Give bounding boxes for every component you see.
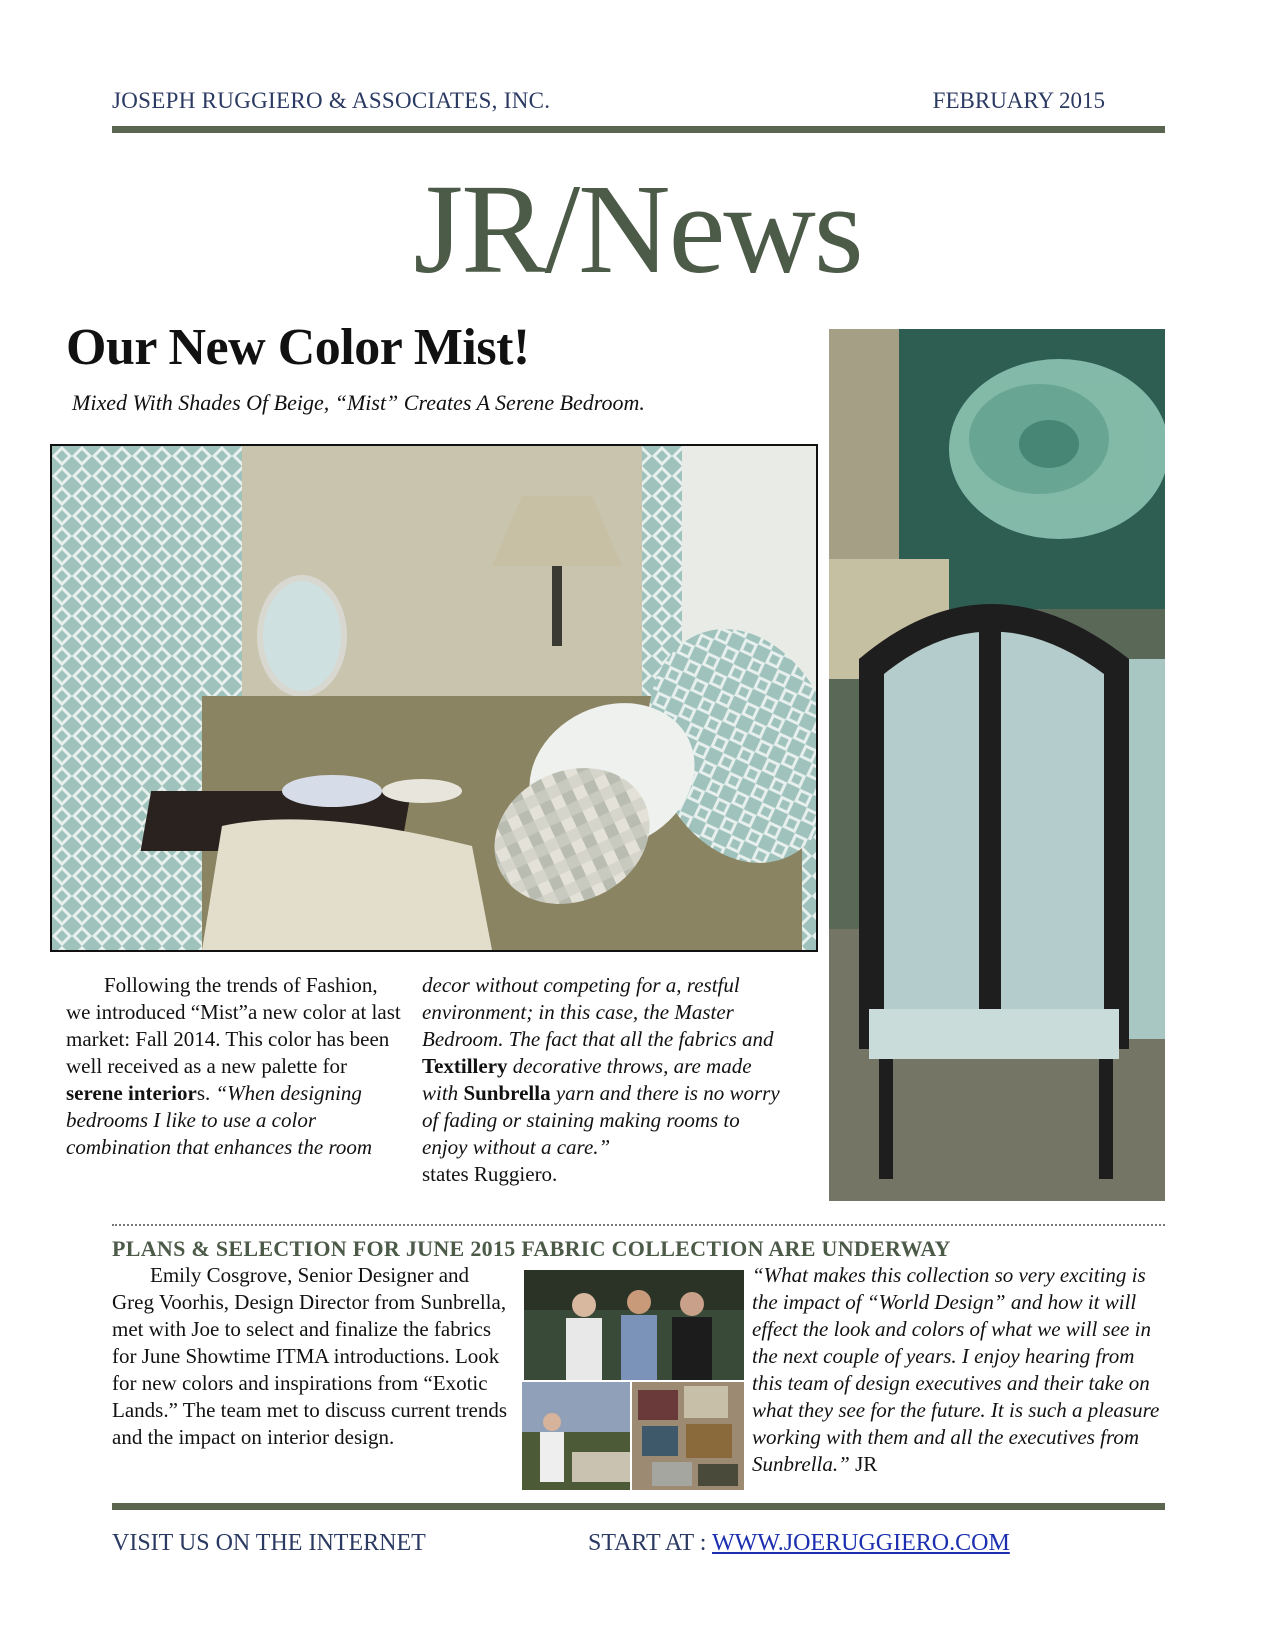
website-link[interactable]: WWW.JOERUGGIERO.COM (712, 1530, 1010, 1556)
team-photo (524, 1270, 744, 1380)
brand-textillery: Textillery (422, 1054, 508, 1078)
issue-date: FEBRUARY 2015 (932, 88, 1105, 113)
quote-attribution: states Ruggiero. (422, 1162, 558, 1186)
footer-visit-label: VISIT US ON THE INTERNET (112, 1530, 426, 1556)
article-text-end: s. (196, 1081, 216, 1105)
company-name: JOSEPH RUGGIERO & ASSOCIATES, INC. (112, 88, 551, 113)
section-body-text: Emily Cosgrove, Senior Designer and Greg Voorhis, Design Director from Sunbrella, met with Joe to select and finalize the fabrics for June Showtime ITMA introductions. Look for new colors and inspirations from “Exotic Lands.” The team met to discuss current trends and the impact on interior design. (112, 1263, 508, 1449)
section-title: PLANS & SELECTION FOR JUNE 2015 FABRIC COLLECTION ARE UNDERWAY (112, 1236, 951, 1261)
section-quote (752, 1262, 1162, 1478)
article-subhead: Mixed With Shades Of Beige, “Mist” Creates A Serene Bedroom. (72, 390, 645, 415)
quote-signature: JR (849, 1452, 878, 1476)
footer-start (588, 1530, 1010, 1557)
quote-text-1: decor without competing for a, restful environment; in this case, the Master Bedroom. The fact that all the fabrics and (422, 973, 774, 1051)
footer-start-label: START AT : (588, 1530, 713, 1556)
brand-sunbrella: Sunbrella (463, 1081, 551, 1105)
fabric-swatches-photo (632, 1382, 744, 1490)
footer-rule (112, 1503, 1165, 1510)
quote-text-3: yarn and there is no worry of fading or staining making rooms to enjoy without a care.” (422, 1081, 780, 1159)
article-headline: Our New Color Mist! (66, 319, 530, 376)
masthead-title: JR/News (413, 158, 862, 300)
article-column-2 (422, 972, 782, 1188)
section-body (112, 1262, 512, 1451)
chair-photo (829, 329, 1165, 1201)
section-quote-text: “What makes this collection so very exciting is the impact of “World Design” and how it will effect the look and colors of what we will see in the next couple of years. I enjoy hearing from this team of design executives and their take on what they see for the future. It is such a pleasure working with them and all the executives from Sunbrella.” (752, 1263, 1160, 1476)
emphasis-serene-interiors: serene interior (66, 1081, 197, 1105)
bedroom-photo (50, 444, 818, 952)
quote-start: “When designing bedrooms I like to use a color combination that enhances the room (66, 1081, 373, 1159)
article-text: Following the trends of Fashion, we introduced “Mist”a new color at last market: Fall 2014. This color has been well received as a new palette for (66, 973, 401, 1078)
quote-text-2: decorative throws, are made with (422, 1054, 752, 1105)
header-rule (112, 126, 1165, 133)
article-column-1 (66, 972, 406, 1161)
garden-photo (522, 1382, 630, 1490)
section-divider (112, 1224, 1165, 1226)
